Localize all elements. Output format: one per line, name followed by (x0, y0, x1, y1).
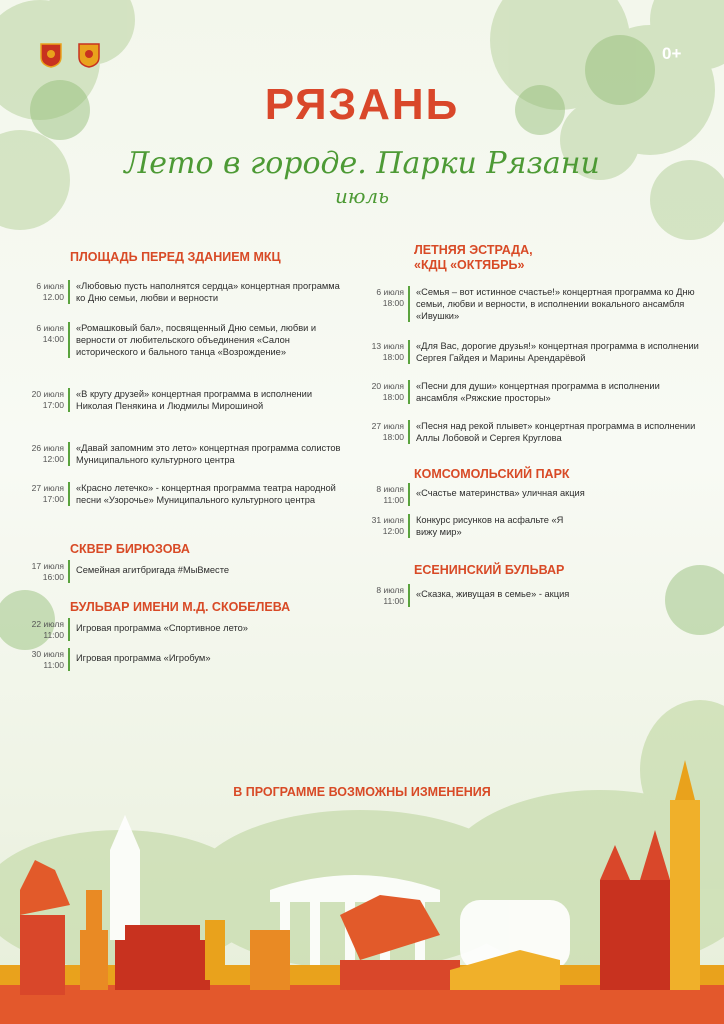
event-date: 27 июля (371, 421, 404, 431)
event-text: «Любовью пусть наполнятся сердца» концертная программа ко Дню семьи, любви и верности (76, 281, 340, 303)
section-title-line2: «КДЦ «ОКТЯБРЬ» (414, 258, 525, 272)
event-time: 11:00 (43, 630, 64, 640)
event-date: 6 июля (376, 287, 404, 297)
event-item (360, 514, 576, 538)
event-text: «Счастье материнства» уличная акция (416, 488, 585, 498)
event-item (20, 280, 351, 304)
event-item (360, 584, 666, 607)
section-title-komsomolsky: КОМСОМОЛЬСКИЙ ПАРК (414, 467, 570, 481)
event-date: 20 июля (31, 389, 64, 399)
event-date: 22 июля (31, 619, 64, 629)
section-title-oktyabr (414, 243, 533, 273)
city-emblem-icon (78, 42, 100, 68)
event-item (20, 560, 326, 583)
event-time: 16:00 (42, 572, 64, 582)
event-time: 14:00 (42, 334, 64, 344)
event-date: 6 июля (36, 323, 64, 333)
event-date: 6 июля (36, 281, 64, 291)
event-text: «Красно летечко» - концертная программа театра народной песни «Узорочье» Муниципального культурного центра (76, 483, 336, 505)
event-time: 18:00 (382, 298, 404, 308)
event-time: 18:00 (382, 392, 404, 402)
section-title-line1: ЛЕТНЯЯ ЭСТРАДА, (414, 243, 533, 257)
event-time: 12:00 (42, 454, 64, 464)
event-item (20, 482, 356, 506)
event-time: 12:00 (382, 526, 404, 536)
event-item (360, 286, 698, 322)
event-item (360, 483, 666, 506)
event-text: «Семья – вот истинное счастье!» концертная программа ко Дню семьи, любви и верности, в исполнении вокального ансамбля «Ивушки» (416, 287, 695, 321)
event-text: «Ромашковый бал», посвященный Дню семьи, любви и верности от любительского объединения «Салон исторического и бального танца «Возрождение» (76, 323, 317, 357)
event-time: 18:00 (382, 352, 404, 362)
event-text: «В кругу друзей» концертная программа в исполнении Николая Пенякина и Людмилы Мирошиной (76, 389, 313, 411)
event-date: 20 июля (371, 381, 404, 391)
event-text: «Сказка, живущая в семье» - акция (416, 589, 570, 599)
event-item (20, 322, 351, 358)
event-time: 18:00 (382, 432, 404, 442)
event-date: 8 июля (376, 484, 404, 494)
event-date: 26 июля (31, 443, 64, 453)
section-title-mkc: ПЛОЩАДЬ ПЕРЕД ЗДАНИЕМ МКЦ (70, 250, 281, 264)
event-date: 30 июля (31, 649, 64, 659)
event-text: «Песни для души» концертная программа в исполнении ансамбля «Ряжские просторы» (416, 381, 660, 403)
event-date: 8 июля (376, 585, 404, 595)
event-date: 31 июля (371, 515, 404, 525)
section-title-eseninsky: ЕСЕНИНСКИЙ БУЛЬВАР (414, 563, 565, 577)
month-label: июль (334, 184, 390, 208)
event-text: «Песня над рекой плывет» концертная программа в исполнении Аллы Лобовой и Сергея Круглова (416, 421, 696, 443)
event-text: Игровая программа «Спортивное лето» (76, 623, 248, 633)
event-text: Семейная агитбригада #МыВместе (76, 565, 230, 575)
section-title-biryuzova: СКВЕР БИРЮЗОВА (70, 542, 190, 556)
event-time: 11:00 (383, 596, 404, 606)
changes-notice: В ПРОГРАММЕ ВОЗМОЖНЫ ИЗМЕНЕНИЯ (233, 785, 491, 799)
event-time: 17:00 (42, 400, 64, 410)
event-time: 11:00 (43, 660, 64, 670)
event-text: «Для Вас, дорогие друзья!» концертная программа в исполнении Сергея Гайдея и Марины Арендарёвой (416, 341, 699, 363)
event-item (20, 442, 356, 466)
event-item (360, 420, 701, 444)
event-date: 27 июля (31, 483, 64, 493)
event-text: «Давай запомним это лето» концертная программа солистов Муниципального культурного центра (76, 443, 341, 465)
event-item (20, 648, 326, 671)
event-item (20, 388, 316, 412)
event-text: Игровая программа «Игробум» (76, 653, 211, 663)
region-emblem-icon (40, 42, 62, 68)
event-time: 17:00 (42, 494, 64, 504)
event-item (360, 380, 686, 404)
event-item (360, 340, 706, 364)
city-logo: РЯЗАНЬ (264, 80, 460, 129)
age-rating: 0+ (662, 44, 682, 63)
page-title: Лето в городе. Парки Рязани (124, 146, 600, 181)
section-title-skobeleva: БУЛЬВАР ИМЕНИ М.Д. СКОБЕЛЕВА (70, 600, 291, 614)
event-time: 12.00 (42, 292, 64, 302)
event-text: Конкурс рисунков на асфальте «Я вижу мир» (416, 515, 564, 537)
event-date: 17 июля (31, 561, 64, 571)
event-item (20, 618, 326, 641)
event-time: 11:00 (383, 495, 404, 505)
event-date: 13 июля (371, 341, 404, 351)
